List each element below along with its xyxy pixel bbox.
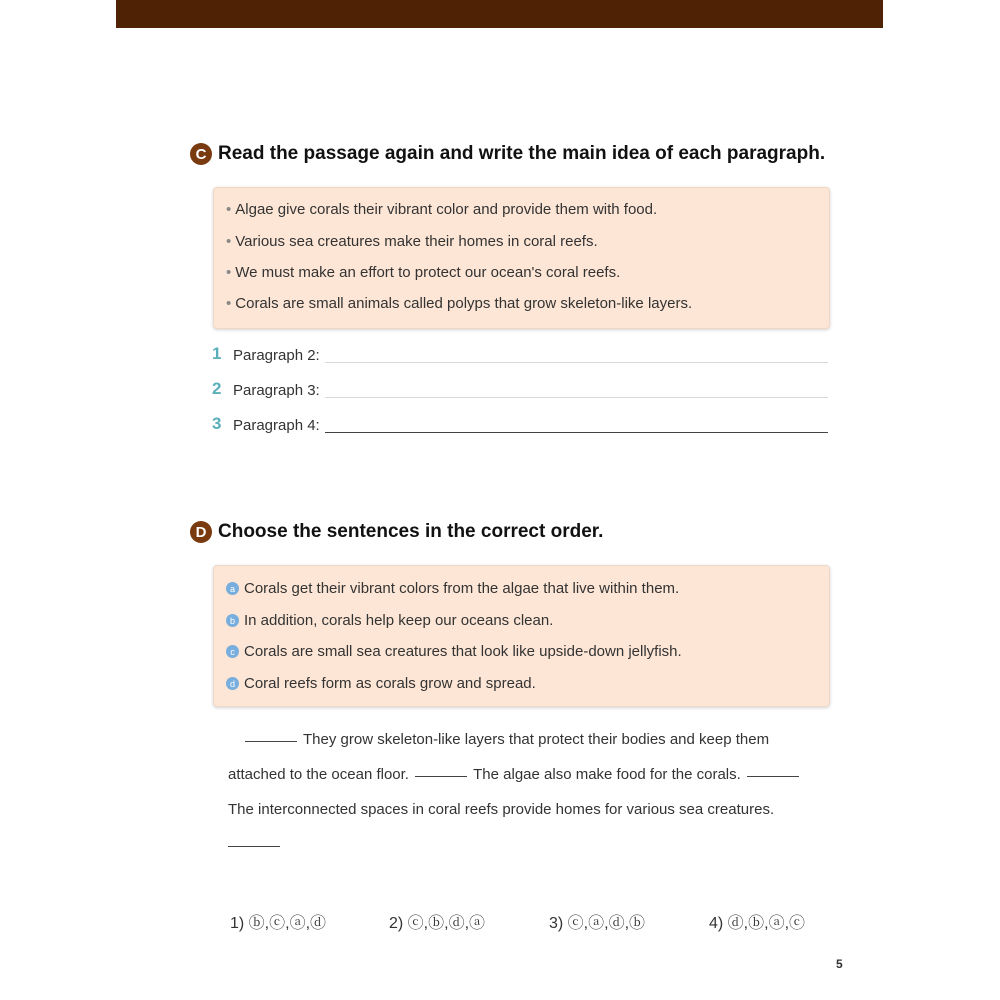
sentence-options-box: [213, 565, 830, 707]
sentence-item: c Corals are small sea creatures that look like upside-down jellyfish.: [226, 643, 682, 660]
option-item: • We must make an effort to protect our ocean's coral reefs.: [226, 264, 621, 281]
answer-option-1[interactable]: 1) ⓑ,ⓒ,ⓐ,ⓓ: [230, 915, 327, 932]
section-d-heading: [190, 521, 603, 543]
answer-line-paragraph-4[interactable]: [325, 431, 828, 433]
section-d-instruction: Choose the sentences in the correct order.: [218, 521, 604, 542]
question-row: 1 Paragraph 2:: [212, 342, 828, 364]
question-row: 2 Paragraph 3:: [212, 377, 828, 399]
answer-option-2[interactable]: 2) ⓒ,ⓑ,ⓓ,ⓐ: [389, 915, 486, 932]
section-c-instruction: Read the passage again and write the main idea of each paragraph.: [218, 143, 826, 164]
answer-option-4[interactable]: 4) ⓓ,ⓑ,ⓐ,ⓒ: [709, 915, 806, 932]
letter-d-icon: d: [226, 677, 239, 690]
blank-4[interactable]: [228, 845, 280, 847]
option-item: • Various sea creatures make their homes in coral reefs.: [226, 233, 598, 250]
sentence-item: a Corals get their vibrant colors from the algae that live within them.: [226, 580, 679, 597]
header-bar: [116, 0, 883, 28]
section-d-badge: D: [190, 521, 212, 543]
section-c-badge: C: [190, 143, 212, 165]
blank-2[interactable]: [415, 775, 467, 777]
sentence-item: b In addition, corals help keep our oceans clean.: [226, 612, 553, 629]
answer-option-3[interactable]: 3) ⓒ,ⓐ,ⓓ,ⓑ: [549, 915, 646, 932]
section-c-heading: [190, 143, 825, 165]
main-idea-options-box: [213, 187, 830, 329]
letter-c-icon: c: [226, 645, 239, 658]
passage-line-2: attached to the ocean floor. The algae also make food for the corals.: [228, 766, 805, 783]
option-item: • Corals are small animals called polyps that grow skeleton-like layers.: [226, 295, 693, 312]
sentence-item: d Coral reefs form as corals grow and spread.: [226, 675, 536, 692]
blank-3[interactable]: [747, 775, 799, 777]
letter-a-icon: a: [226, 582, 239, 595]
passage-line-4: [228, 836, 286, 853]
letter-b-icon: b: [226, 614, 239, 627]
passage-line-1: They grow skeleton-like layers that protect their bodies and keep them: [245, 731, 769, 748]
question-row: 3 Paragraph 4:: [212, 412, 828, 434]
answer-line-paragraph-3[interactable]: [325, 396, 828, 398]
option-item: • Algae give corals their vibrant color and provide them with food.: [226, 201, 658, 218]
blank-1[interactable]: [245, 740, 297, 742]
page-number: 5: [836, 957, 843, 971]
answer-line-paragraph-2[interactable]: [325, 361, 828, 363]
passage-line-3: The interconnected spaces in coral reefs provide homes for various sea creatures.: [228, 801, 775, 818]
